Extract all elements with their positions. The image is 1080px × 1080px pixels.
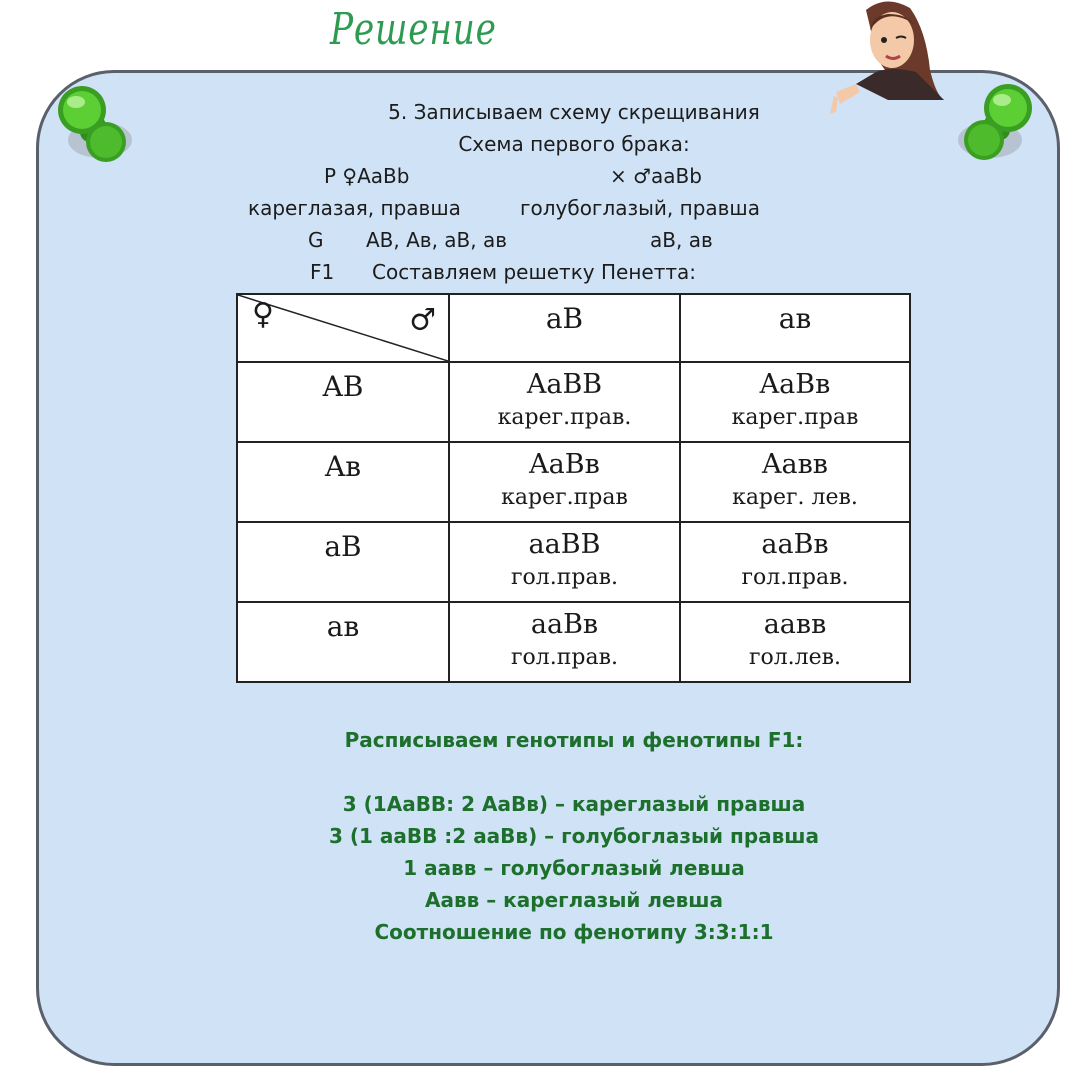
punnett-square — [236, 293, 911, 683]
phenotypes-line — [236, 192, 912, 224]
crossing-scheme — [236, 96, 912, 288]
parents-female: P ♀AaBb — [324, 164, 410, 188]
row-header: Aв — [237, 442, 449, 522]
table-cell — [449, 442, 680, 522]
push-pin-icon — [950, 80, 1040, 170]
genotype: AaBB — [526, 369, 603, 400]
genotype: aaBB — [528, 529, 601, 560]
gametes-male: aB, aв — [650, 228, 713, 252]
table-row — [237, 522, 910, 602]
table-cell — [449, 602, 680, 682]
genotype: Aaвв — [762, 449, 828, 480]
phenotype: гол.прав. — [741, 565, 849, 590]
summary-line: Aaвв – кареглазый левша — [424, 888, 724, 912]
push-pin-icon — [52, 82, 142, 172]
f1-label: F1 — [310, 260, 335, 284]
parents-line — [236, 160, 912, 192]
f1-text: Составляем решетку Пенетта: — [372, 260, 697, 284]
summary-line: 1 aaвв – голубоглазый левша — [403, 856, 745, 880]
phenotype-ratio: Соотношение по фенотипу 3:3:1:1 — [374, 920, 774, 944]
female-symbol-icon: ♀ — [252, 297, 274, 332]
phenotype-female: кареглазая, правша — [248, 196, 461, 220]
row-header: aB — [237, 522, 449, 602]
row-header: AB — [237, 362, 449, 442]
genotype: aaBв — [761, 529, 829, 560]
phenotype: карег. лев. — [732, 485, 858, 510]
column-header: aB — [449, 294, 680, 362]
male-symbol-icon: ♂ — [409, 303, 436, 338]
gametes-label: G — [308, 228, 324, 252]
table-header-row — [237, 294, 910, 362]
phenotype: гол.прав. — [511, 645, 618, 670]
table-cell — [449, 362, 680, 442]
table-cell — [449, 522, 680, 602]
phenotype-male: голубоглазый, правша — [520, 196, 760, 220]
table-cell — [680, 442, 910, 522]
scheme-subtitle: Схема первого брака: — [458, 132, 690, 156]
phenotype: карег.прав — [731, 405, 859, 430]
phenotype: гол.лев. — [748, 645, 842, 670]
row-header: aв — [237, 602, 449, 682]
genotype: aaвв — [763, 609, 827, 640]
table-row — [237, 362, 910, 442]
spacer — [236, 756, 912, 788]
genotype: AaBв — [759, 369, 831, 400]
summary-heading: Расписываем генотипы и фенотипы F1: — [344, 728, 804, 752]
phenotype: карег.прав — [501, 485, 628, 510]
phenotype: гол.прав. — [511, 565, 618, 590]
table-row — [237, 602, 910, 682]
summary-line: 3 (1 aaBB :2 aaBв) – голубоглазый правша — [328, 824, 820, 848]
f1-summary — [236, 724, 912, 948]
corner-cell — [237, 294, 449, 362]
summary-line: 3 (1AaBB: 2 AaBв) – кареглазый правша — [342, 792, 806, 816]
parents-male: × ♂aaBb — [610, 164, 702, 188]
phenotype: карег.прав. — [497, 405, 632, 430]
gametes-female: AB, Aв, aB, aв — [366, 228, 508, 252]
table-row — [237, 442, 910, 522]
step-heading: 5. Записываем схему скрещивания — [388, 100, 760, 124]
column-header: aв — [680, 294, 910, 362]
f1-line — [236, 256, 912, 288]
table-cell — [680, 602, 910, 682]
page-title: Решение — [330, 4, 497, 55]
gametes-line — [236, 224, 912, 256]
table-cell — [680, 522, 910, 602]
genotype: AaBв — [529, 449, 600, 480]
table-cell — [680, 362, 910, 442]
genotype: aaBв — [530, 609, 599, 640]
